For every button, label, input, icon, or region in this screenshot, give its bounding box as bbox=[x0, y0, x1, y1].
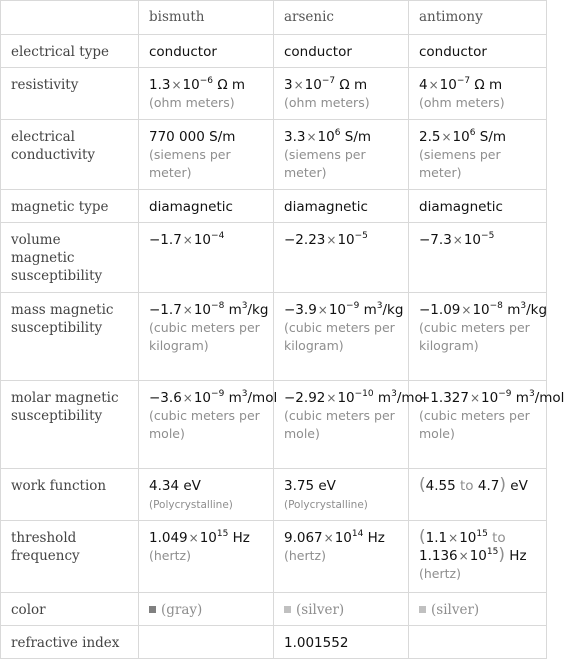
unit: Ω m bbox=[474, 77, 503, 93]
unit: Ω m bbox=[339, 77, 368, 93]
row-label: work function bbox=[1, 469, 139, 521]
exponent: 6 bbox=[334, 128, 341, 138]
times-sign: × bbox=[326, 233, 337, 247]
range-to: to bbox=[492, 530, 506, 546]
times-sign: × bbox=[448, 531, 459, 545]
unit-denominator: /kg bbox=[382, 302, 404, 318]
ten: 10 bbox=[459, 530, 477, 546]
unit-power: 3 bbox=[241, 301, 248, 311]
table-row-refractive-index bbox=[1, 626, 547, 659]
cell-antimony bbox=[409, 120, 547, 190]
row-label: mass magnetic susceptibility bbox=[1, 293, 139, 381]
column-header-arsenic: arsenic bbox=[274, 1, 409, 35]
ten: 10 bbox=[481, 390, 499, 406]
ten: 10 bbox=[182, 77, 200, 93]
unit-description: (cubic meters per kilogram) bbox=[149, 320, 260, 353]
exponent: −5 bbox=[481, 231, 495, 241]
exponent: −9 bbox=[498, 389, 512, 399]
row-label: resistivity bbox=[1, 68, 139, 120]
mantissa: 1.3 bbox=[149, 77, 171, 93]
mantissa: −3.9 bbox=[284, 302, 317, 318]
cell-antimony bbox=[409, 68, 547, 120]
exponent: 6 bbox=[469, 128, 476, 138]
value: 4.34 bbox=[149, 478, 180, 494]
close-paren: ) bbox=[498, 545, 505, 565]
cell-arsenic bbox=[274, 293, 409, 381]
row-label: refractive index bbox=[1, 626, 139, 659]
cell-arsenic bbox=[274, 593, 409, 626]
cell-bismuth bbox=[139, 223, 274, 293]
corner-cell bbox=[1, 1, 139, 35]
color-name: (silver) bbox=[431, 602, 480, 618]
unit-denominator: /kg bbox=[247, 302, 269, 318]
table-row-molar-magnetic-susceptibility bbox=[1, 381, 547, 469]
row-label: magnetic type bbox=[1, 190, 139, 223]
range-low-exponent: 15 bbox=[476, 529, 488, 539]
range-high-exponent: 15 bbox=[486, 547, 499, 557]
mantissa: −1.327 bbox=[419, 390, 469, 406]
times-sign: × bbox=[428, 78, 439, 92]
note: (Polycrystalline) bbox=[149, 499, 233, 511]
unit-description: (cubic meters per kilogram) bbox=[419, 320, 530, 353]
times-sign: × bbox=[461, 303, 472, 317]
exponent: −9 bbox=[211, 389, 225, 399]
cell-bismuth bbox=[139, 469, 274, 521]
range-low-mantissa: 1.1 bbox=[425, 530, 448, 546]
times-sign: × bbox=[171, 78, 182, 92]
unit: S/m bbox=[344, 129, 372, 145]
times-sign: × bbox=[458, 549, 469, 563]
unit-description: (hertz) bbox=[284, 548, 326, 563]
table-row-threshold-frequency bbox=[1, 521, 547, 593]
unit-description: (siemens per meter) bbox=[284, 147, 366, 180]
unit-power: 3 bbox=[376, 301, 383, 311]
mantissa: −1.7 bbox=[149, 302, 182, 318]
unit-description: (ohm meters) bbox=[149, 95, 235, 110]
unit-denominator: /mol bbox=[534, 390, 564, 406]
color-name: (silver) bbox=[296, 602, 345, 618]
times-sign: × bbox=[317, 303, 328, 317]
mantissa: 1.049 bbox=[149, 530, 188, 546]
cell-bismuth bbox=[139, 293, 274, 381]
times-sign: × bbox=[452, 233, 463, 247]
column-header-bismuth: bismuth bbox=[139, 1, 274, 35]
mantissa: 3 bbox=[284, 77, 293, 93]
value: 3.75 bbox=[284, 478, 315, 494]
column-header-antimony: antimony bbox=[409, 1, 547, 35]
range-low: 4.55 bbox=[425, 478, 456, 494]
row-label: electrical conductivity bbox=[1, 120, 139, 190]
unit: eV bbox=[318, 478, 336, 494]
row-label: volume magnetic susceptibility bbox=[1, 223, 139, 293]
color-swatch bbox=[284, 606, 291, 613]
unit: S/m bbox=[209, 129, 236, 145]
row-label: electrical type bbox=[1, 35, 139, 68]
unit-power: 3 bbox=[241, 389, 248, 399]
cell-bismuth bbox=[139, 381, 278, 469]
cell-bismuth bbox=[139, 593, 274, 626]
color-swatch bbox=[149, 606, 156, 613]
mantissa: −1.09 bbox=[419, 302, 461, 318]
cell-arsenic bbox=[274, 223, 409, 293]
unit: eV bbox=[183, 478, 201, 494]
mantissa: 4 bbox=[419, 77, 428, 93]
ten: 10 bbox=[469, 548, 487, 564]
times-sign: × bbox=[182, 391, 193, 405]
cell-antimony bbox=[409, 469, 547, 521]
cell-arsenic bbox=[274, 68, 409, 120]
cell-antimony bbox=[409, 593, 547, 626]
table-row-work-function bbox=[1, 469, 547, 521]
mantissa: 3.3 bbox=[284, 129, 306, 145]
unit-base: m bbox=[363, 302, 377, 318]
table-row-color bbox=[1, 593, 547, 626]
unit-power: 3 bbox=[391, 389, 397, 399]
cell-bismuth: diamagnetic bbox=[139, 190, 274, 223]
range-to: to bbox=[460, 478, 474, 494]
cell-antimony bbox=[409, 293, 547, 381]
times-sign: × bbox=[469, 391, 481, 405]
cell-bismuth bbox=[139, 120, 274, 190]
table-row-electrical-type bbox=[1, 35, 547, 68]
exponent: 15 bbox=[216, 529, 229, 539]
header-row bbox=[1, 1, 547, 35]
ten: 10 bbox=[193, 390, 212, 406]
times-sign: × bbox=[306, 130, 317, 144]
unit-power: 3 bbox=[528, 389, 535, 399]
unit-base: m bbox=[377, 390, 392, 406]
table-row-resistivity bbox=[1, 68, 547, 120]
unit-description: (cubic meters per mole) bbox=[149, 408, 260, 441]
table-row-mass-magnetic-susceptibility bbox=[1, 293, 547, 381]
table-row-volume-magnetic-susceptibility bbox=[1, 223, 547, 293]
exponent: −6 bbox=[199, 76, 214, 86]
cell-bismuth bbox=[139, 68, 274, 120]
mantissa: −2.23 bbox=[284, 232, 326, 248]
times-sign: × bbox=[293, 78, 304, 92]
ten: 10 bbox=[193, 302, 212, 318]
ten: 10 bbox=[193, 232, 212, 248]
unit-description: (cubic meters per kilogram) bbox=[284, 320, 395, 353]
mantissa: 2.5 bbox=[419, 129, 441, 145]
cell-arsenic bbox=[274, 381, 427, 469]
exponent: −8 bbox=[211, 301, 225, 311]
ten: 10 bbox=[439, 77, 457, 93]
times-sign: × bbox=[323, 531, 334, 545]
unit: S/m bbox=[479, 129, 507, 145]
cell-bismuth bbox=[139, 521, 274, 593]
unit-description: (ohm meters) bbox=[419, 95, 505, 110]
ten: 10 bbox=[334, 530, 352, 546]
ten: 10 bbox=[463, 232, 482, 248]
exponent: −4 bbox=[211, 231, 225, 241]
color-swatch bbox=[419, 606, 426, 613]
cell-antimony bbox=[409, 626, 547, 659]
range-high: 4.7 bbox=[477, 478, 500, 494]
unit-base: m bbox=[507, 302, 521, 318]
unit-description: (cubic meters per mole) bbox=[284, 408, 395, 441]
ten: 10 bbox=[337, 390, 355, 406]
unit-description: (hertz) bbox=[149, 548, 191, 563]
cell-antimony: conductor bbox=[409, 35, 547, 68]
mantissa: −7.3 bbox=[419, 232, 452, 248]
cell-bismuth: conductor bbox=[139, 35, 274, 68]
unit-denominator: /kg bbox=[526, 302, 548, 318]
unit-description: (hertz) bbox=[419, 566, 461, 581]
unit-description: (siemens per meter) bbox=[419, 147, 501, 180]
unit-description: (ohm meters) bbox=[284, 95, 370, 110]
times-sign: × bbox=[188, 531, 199, 545]
exponent: −5 bbox=[354, 231, 368, 241]
times-sign: × bbox=[182, 233, 193, 247]
cell-antimony bbox=[409, 381, 564, 469]
table-row-magnetic-type bbox=[1, 190, 547, 223]
unit-base: m bbox=[515, 390, 529, 406]
cell-arsenic: diamagnetic bbox=[274, 190, 409, 223]
mantissa: 9.067 bbox=[284, 530, 323, 546]
exponent: 14 bbox=[351, 529, 364, 539]
cell-bismuth bbox=[139, 626, 274, 659]
exponent: −10 bbox=[354, 389, 374, 399]
times-sign: × bbox=[182, 303, 193, 317]
table-row-electrical-conductivity bbox=[1, 120, 547, 190]
unit: Hz bbox=[367, 530, 385, 546]
mantissa: −3.6 bbox=[149, 390, 182, 406]
cell-arsenic: 1.001552 bbox=[274, 626, 409, 659]
open-paren: ( bbox=[419, 475, 426, 495]
unit-denominator: /mol bbox=[247, 390, 278, 406]
close-paren: ) bbox=[499, 475, 506, 495]
color-name: (gray) bbox=[161, 602, 203, 618]
unit: Hz bbox=[509, 548, 527, 564]
ten: 10 bbox=[472, 302, 490, 318]
mantissa: −1.7 bbox=[149, 232, 182, 248]
cell-arsenic: conductor bbox=[274, 35, 409, 68]
row-label: color bbox=[1, 593, 139, 626]
exponent: −7 bbox=[456, 76, 471, 86]
ten: 10 bbox=[452, 129, 470, 145]
unit-description: (siemens per meter) bbox=[149, 147, 231, 180]
mantissa: −2.92 bbox=[284, 390, 326, 406]
unit: Ω m bbox=[217, 77, 246, 93]
open-paren: ( bbox=[419, 527, 426, 547]
cell-antimony bbox=[409, 521, 547, 593]
range-high-mantissa: 1.136 bbox=[419, 548, 458, 564]
ten: 10 bbox=[337, 232, 355, 248]
unit-denominator: /mol bbox=[396, 390, 427, 406]
ten: 10 bbox=[199, 530, 217, 546]
ten: 10 bbox=[304, 77, 322, 93]
unit-base: m bbox=[228, 390, 242, 406]
unit-description: (cubic meters per mole) bbox=[419, 408, 530, 441]
unit: eV bbox=[510, 478, 528, 494]
unit: Hz bbox=[232, 530, 250, 546]
row-label: molar magnetic susceptibility bbox=[1, 381, 139, 469]
unit-base: m bbox=[228, 302, 242, 318]
cell-arsenic bbox=[274, 120, 409, 190]
plain-value: 770 000 bbox=[149, 129, 205, 145]
row-label: threshold frequency bbox=[1, 521, 139, 593]
exponent: −9 bbox=[346, 301, 360, 311]
exponent: −7 bbox=[321, 76, 336, 86]
note: (Polycrystalline) bbox=[284, 499, 368, 511]
times-sign: × bbox=[441, 130, 452, 144]
ten: 10 bbox=[328, 302, 347, 318]
exponent: −8 bbox=[489, 301, 503, 311]
cell-antimony bbox=[409, 223, 547, 293]
cell-arsenic bbox=[274, 469, 409, 521]
unit-power: 3 bbox=[520, 301, 527, 311]
cell-antimony: diamagnetic bbox=[409, 190, 547, 223]
ten: 10 bbox=[317, 129, 335, 145]
times-sign: × bbox=[326, 391, 337, 405]
cell-arsenic bbox=[274, 521, 409, 593]
